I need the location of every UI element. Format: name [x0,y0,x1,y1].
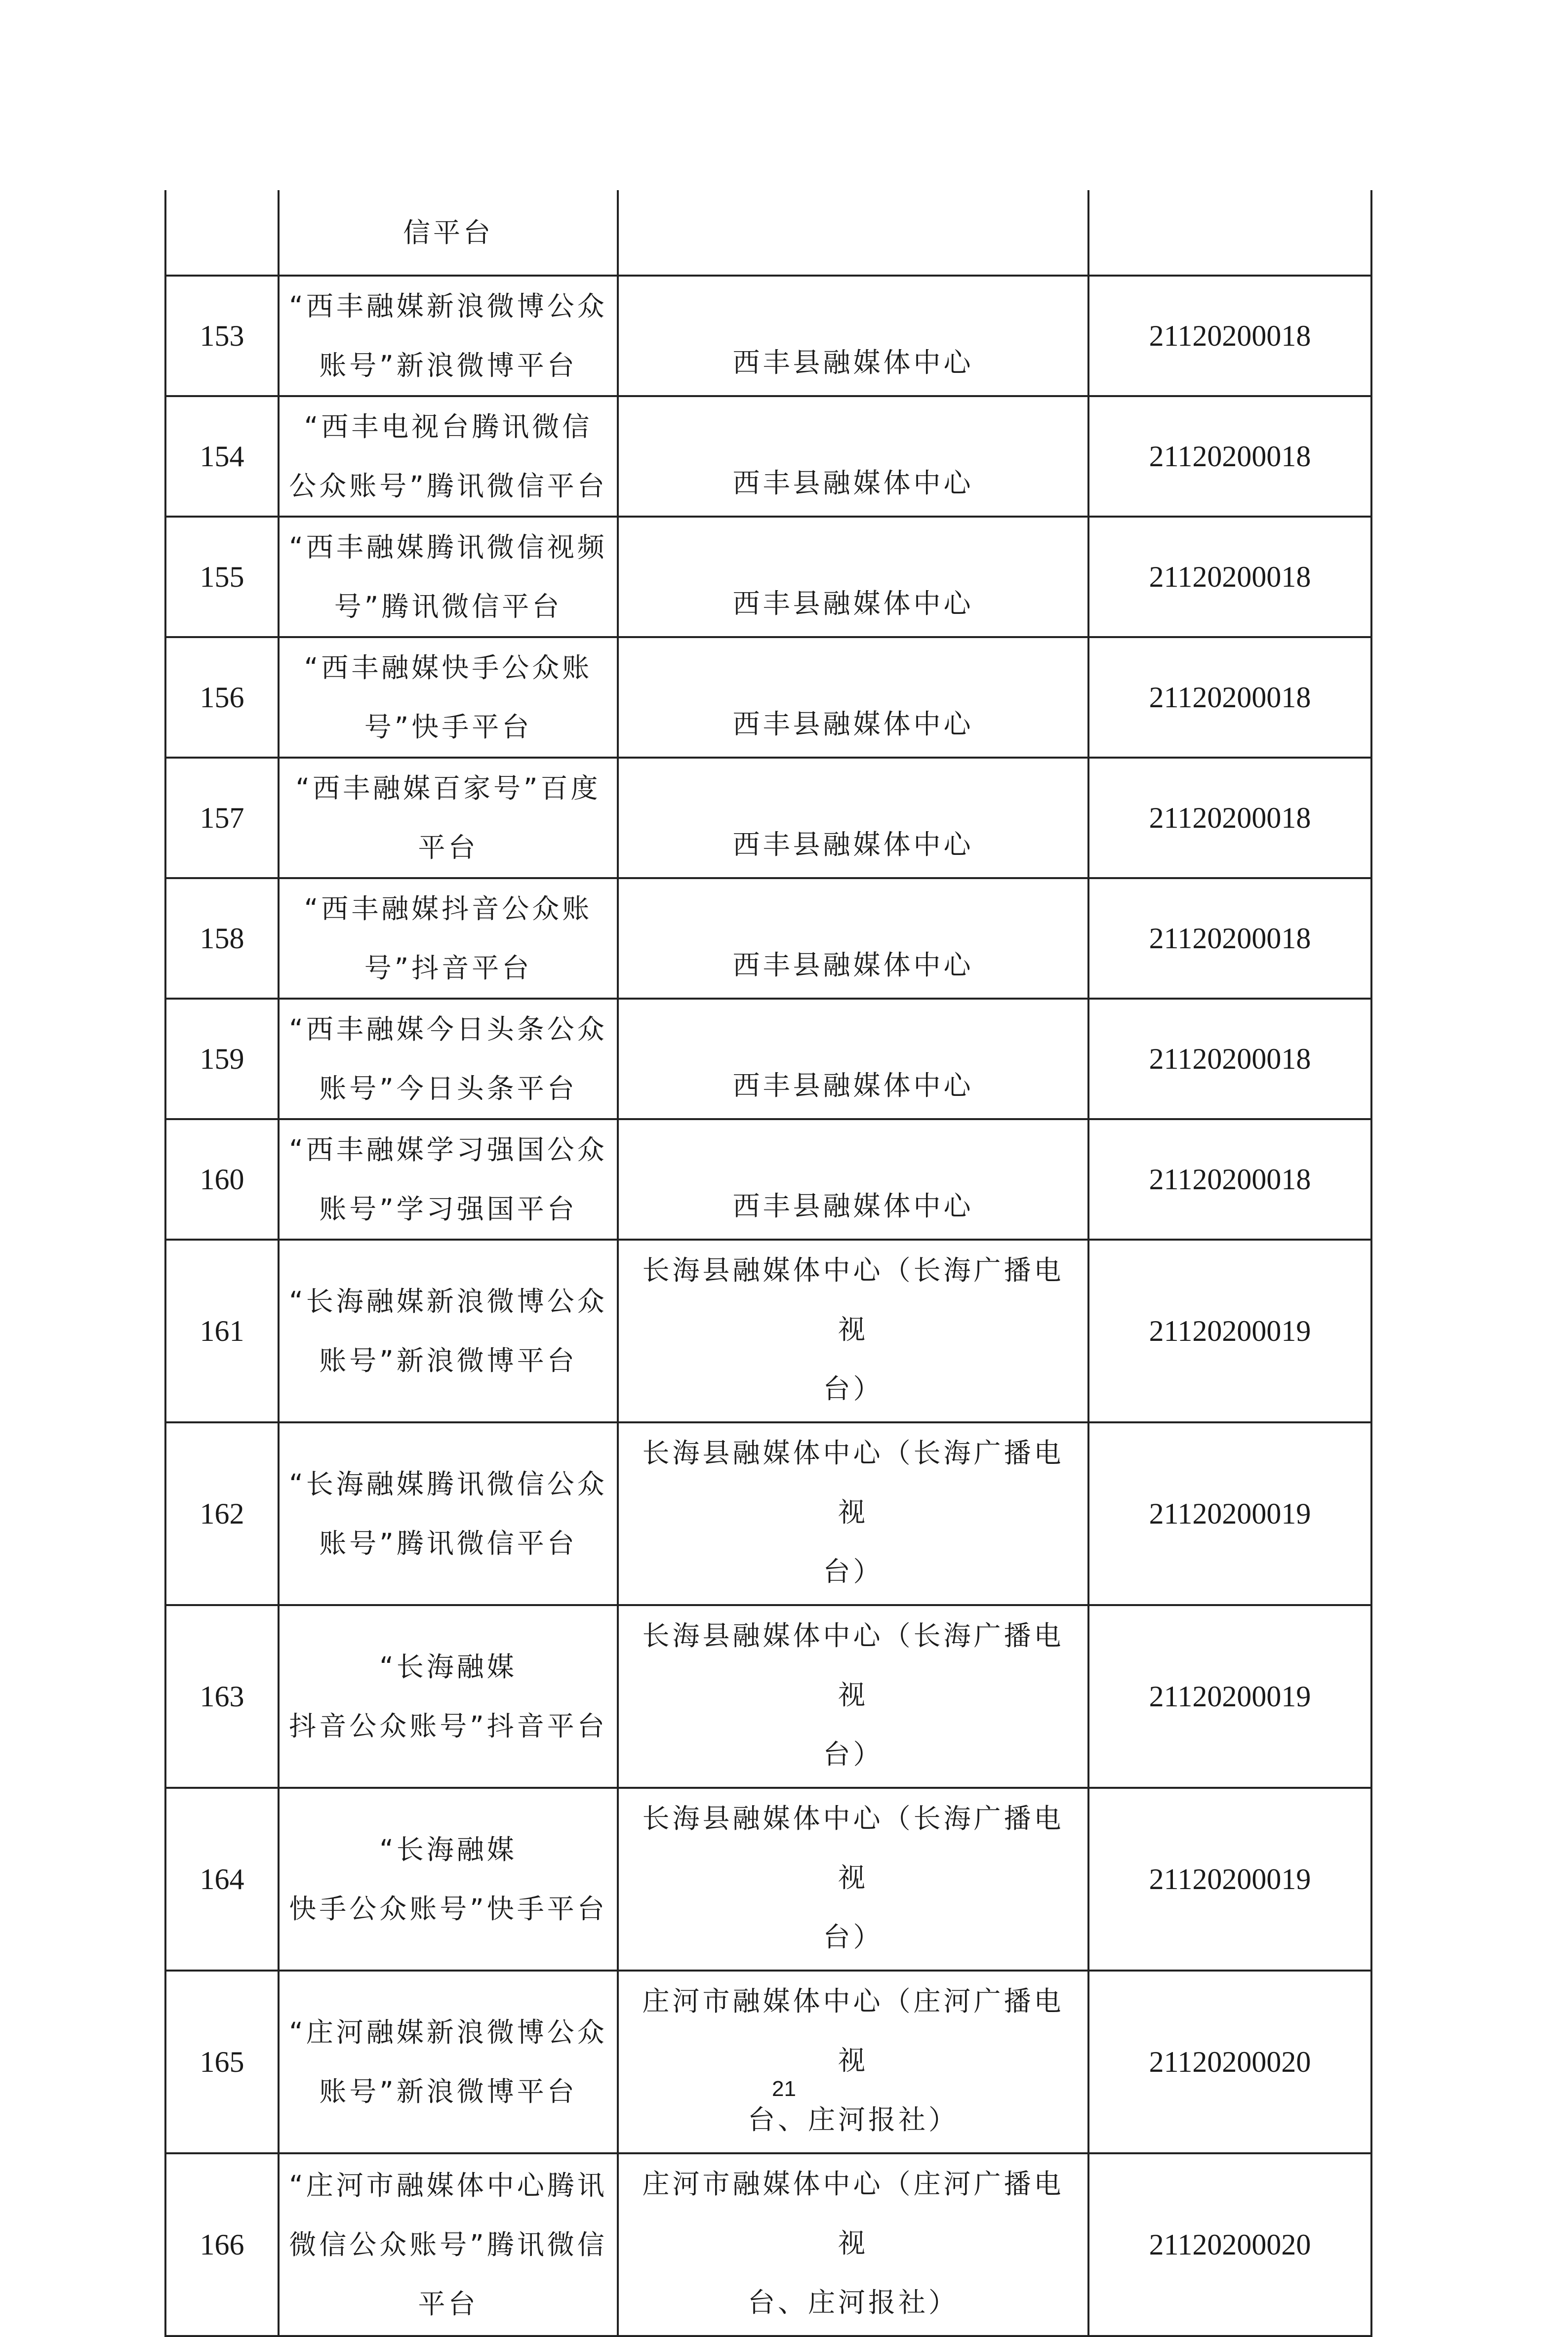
platform-name-line: 平台 [418,2288,479,2320]
table-row [165,637,1371,758]
platform-name-line: 信平台 [402,216,493,248]
organization-line: 长海县融媒体中心（长海广播电视 [642,1437,1064,1528]
table-body [165,190,1371,2336]
organization-line: 台、庄河报社） [747,2104,959,2136]
organization-cell [618,517,1088,637]
platform-name-line: “庄河市融媒体中心腾讯 [289,2170,607,2201]
table-row [165,2153,1371,2336]
row-number-cell: 158 [165,878,279,999]
row-number-cell: 162 [165,1422,279,1605]
organization-line: 台、庄河报社） [747,2287,959,2318]
organization-line: 台） [823,1738,884,1770]
platform-name-line: “西丰融媒新浪微博公众 [289,290,607,322]
platform-name-cell [279,2153,618,2336]
platform-name-line: 公众账号”腾讯微信平台 [289,470,607,502]
row-number-cell: 155 [165,517,279,637]
row-number-cell: 154 [165,396,279,517]
row-number-cell: 159 [165,999,279,1119]
license-code-cell: 21120200018 [1088,517,1371,637]
organization-line: 西丰县融媒体中心 [732,829,974,860]
platform-name-cell [279,1605,618,1788]
organization-line: 台） [823,1373,884,1405]
platform-name-cell [279,276,618,396]
organization-cell [618,1971,1088,2153]
organization-cell [618,190,1088,276]
row-number-cell [165,190,279,276]
organization-cell [618,396,1088,517]
platform-name-line: 账号”今日头条平台 [319,1073,577,1104]
platform-name-line: “西丰融媒百家号”百度 [295,772,601,804]
registration-table [164,190,1372,2337]
row-number-cell: 164 [165,1788,279,1971]
license-code-cell: 21120200018 [1088,999,1371,1119]
table-row [165,1240,1371,1422]
platform-name-line: 账号”学习强国平台 [319,1193,577,1225]
platform-name-line: 号”腾讯微信平台 [334,591,563,622]
table-row [165,878,1371,999]
page-number: 21 [772,2077,796,2101]
license-code-cell: 21120200018 [1088,276,1371,396]
license-code-cell: 21120200020 [1088,2153,1371,2336]
platform-name-line: 号”抖音平台 [364,952,532,984]
license-code-cell: 21120200019 [1088,1240,1371,1422]
organization-cell [618,1788,1088,1971]
platform-name-line: 平台 [418,832,479,863]
platform-name-line: 快手公众账号”快手平台 [289,1893,607,1925]
organization-cell [618,758,1088,878]
organization-line: 西丰县融媒体中心 [732,347,974,378]
platform-name-line: 微信公众账号”腾讯微信 [289,2229,607,2260]
organization-line: 西丰县融媒体中心 [732,588,974,619]
platform-name-line: “西丰融媒腾讯微信视频 [289,531,607,563]
platform-name-cell [279,878,618,999]
platform-name-cell [279,396,618,517]
license-code-cell: 21120200018 [1088,758,1371,878]
organization-line: 台） [823,1556,884,1587]
license-code-cell: 21120200019 [1088,1422,1371,1605]
table-row [165,1605,1371,1788]
platform-name-cell [279,758,618,878]
table-row [165,999,1371,1119]
organization-cell [618,1119,1088,1240]
row-number-cell: 153 [165,276,279,396]
table-row [165,396,1371,517]
platform-name-line: “庄河融媒新浪微博公众 [289,2016,607,2048]
platform-name-line: “西丰融媒快手公众账 [304,652,593,684]
organization-line: 长海县融媒体中心（长海广播电视 [642,1803,1064,1894]
row-number-cell: 156 [165,637,279,758]
license-code-cell: 21120200018 [1088,1119,1371,1240]
platform-name-line: “长海融媒新浪微博公众 [289,1286,607,1317]
platform-name-cell [279,1119,618,1240]
platform-name-line: “西丰融媒抖音公众账 [304,893,593,925]
organization-line: 台） [823,1921,884,1953]
platform-name-cell [279,999,618,1119]
organization-cell [618,1422,1088,1605]
organization-line: 西丰县融媒体中心 [732,1070,974,1101]
platform-name-cell [279,637,618,758]
platform-name-cell [279,1971,618,2153]
table-row [165,1971,1371,2153]
platform-name-cell [279,517,618,637]
license-code-cell [1088,190,1371,276]
platform-name-cell [279,1422,618,1605]
platform-name-cell [279,1240,618,1422]
platform-name-line: 抖音公众账号”抖音平台 [289,1710,607,1742]
row-number-cell: 160 [165,1119,279,1240]
row-number-cell: 166 [165,2153,279,2336]
organization-line: 西丰县融媒体中心 [732,949,974,981]
row-number-cell: 157 [165,758,279,878]
table-row [165,1788,1371,1971]
platform-name-cell [279,190,618,276]
platform-name-line: 账号”新浪微博平台 [319,1345,577,1376]
platform-name-cell [279,1788,618,1971]
license-code-cell: 21120200018 [1088,637,1371,758]
organization-line: 庄河市融媒体中心（庄河广播电视 [642,1985,1064,2076]
platform-name-line: 号”快手平台 [364,711,532,743]
table-row [165,1119,1371,1240]
platform-name-line: “长海融媒 [379,1834,517,1865]
license-code-cell: 21120200020 [1088,1971,1371,2153]
organization-line: 西丰县融媒体中心 [732,467,974,499]
row-number-cell: 161 [165,1240,279,1422]
organization-line: 长海县融媒体中心（长海广播电视 [642,1254,1064,1345]
organization-cell [618,637,1088,758]
organization-line: 西丰县融媒体中心 [732,1190,974,1222]
organization-cell [618,1240,1088,1422]
platform-name-line: 账号”新浪微博平台 [319,350,577,381]
row-number-cell: 163 [165,1605,279,1788]
organization-cell [618,999,1088,1119]
license-code-cell: 21120200018 [1088,878,1371,999]
table-row [165,190,1371,276]
table-row [165,758,1371,878]
table-row [165,276,1371,396]
table-row [165,1422,1371,1605]
organization-cell [618,1605,1088,1788]
platform-name-line: 账号”新浪微博平台 [319,2076,577,2107]
license-code-cell: 21120200019 [1088,1788,1371,1971]
organization-line: 庄河市融媒体中心（庄河广播电视 [642,2168,1064,2259]
organization-cell [618,276,1088,396]
platform-name-line: “长海融媒 [379,1651,517,1683]
license-code-cell: 21120200018 [1088,396,1371,517]
license-code-cell: 21120200019 [1088,1605,1371,1788]
platform-name-line: “西丰融媒今日头条公众 [289,1013,607,1045]
platform-name-line: 账号”腾讯微信平台 [319,1528,577,1559]
row-number-cell: 165 [165,1971,279,2153]
organization-line: 长海县融媒体中心（长海广播电视 [642,1620,1064,1711]
organization-cell [618,878,1088,999]
organization-cell [618,2153,1088,2336]
platform-name-line: “西丰电视台腾讯微信 [304,411,593,443]
platform-name-line: “西丰融媒学习强国公众 [289,1134,607,1166]
platform-name-line: “长海融媒腾讯微信公众 [289,1468,607,1500]
table-row [165,517,1371,637]
organization-line: 西丰县融媒体中心 [732,708,974,740]
